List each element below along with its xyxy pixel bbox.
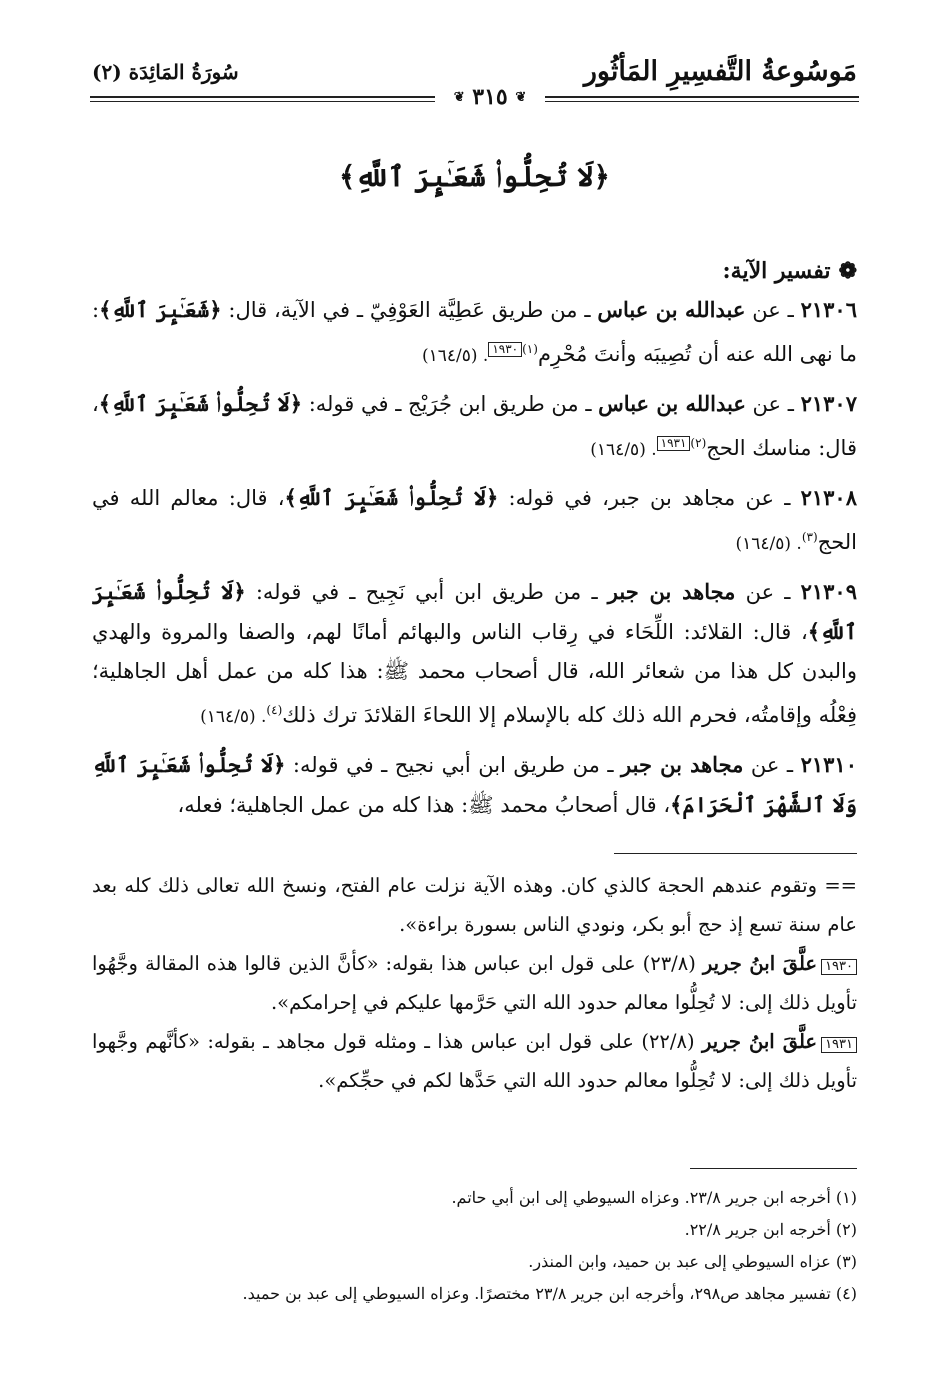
footnote: (١) أخرجه ابن جرير ٢٣/٨. وعزاه السيوطي إلى ابن أبي حاتم. <box>451 1188 857 1207</box>
quran-quote: ﴿شَعَـٰۤىِٕرَ ٱللَّهِ﴾ <box>99 297 222 322</box>
commentary-section <box>92 866 857 1100</box>
flower-ornament-icon: ❁ <box>838 258 857 284</box>
volume-ref: . (١٦٤/٥) <box>590 440 657 460</box>
quran-quote: ﴿لَا تُحِلُّوا۟ شَعَـٰۤىِٕرَ ٱللَّهِ﴾ <box>98 391 303 416</box>
entry-number: ٢١٣٠٧ <box>800 391 857 416</box>
commentary-note: ١٩٣١علَّقَ ابنُ جرير (٢٢/٨) على قول ابن عباس هذا ـ ومثله قول مجاهد ـ بقوله: «كأنَّهم وجَّهوا تأويل ذلك إلى: لا تُحِلُّوا معالم حدود الله التي حَدَّها لكم في حجِّكم». <box>92 1030 857 1092</box>
quran-quote: ﴿لَا تُحِلُّوا۟ شَعَـٰۤىِٕرَ ٱللَّهِ وَلَا ٱلشَّهْرَ ٱلْحَرَامَ﴾ <box>92 752 857 817</box>
page-number: ٣١٥ <box>472 84 508 110</box>
narrator: عبدالله بن عباس <box>598 391 746 416</box>
commentary-lead: علَّقَ ابنُ جرير <box>701 1030 818 1053</box>
narrator: مجاهد بن جبر <box>607 579 736 604</box>
commentary-number: ١٩٣١ <box>821 1037 857 1053</box>
commentary-divider <box>614 853 857 854</box>
commentary-number: ١٩٣٠ <box>821 959 857 975</box>
footnotes <box>92 1182 857 1310</box>
commentary-marker[interactable]: ١٩٣١ <box>657 436 691 451</box>
ornament-icon: ❦ <box>515 90 527 105</box>
footnote: (٤) تفسير مجاهد ص٢٩٨، وأخرجه ابن جرير ٢٣/٨ مختصرًا. وعزاه السيوطي إلى عبد بن حميد. <box>242 1284 857 1303</box>
volume-ref: . (١٦٤/٥) <box>735 534 802 554</box>
hadith-entry: ٢١٣٠٦ ـ عن عبدالله بن عباس ـ من طريق عَطِيَّة العَوْفِيّ ـ في الآية، قال: ﴿شَعَـٰۤىِٕرَ ٱللَّهِ﴾: ما نهى الله عنه أن تُصِيبَه وأنتَ مُحْرِم$^{(١)}$١٩٣٠. (١٦٤/٥) <box>92 297 857 366</box>
ayah-title: ﴿لَا تُحِلُّوا۟ شَعَـٰۤىِٕرَ ٱللَّهِ﴾ <box>339 160 610 193</box>
commentary-lead: علَّقَ ابنُ جرير <box>702 952 818 975</box>
footnote-divider <box>690 1168 857 1169</box>
surah-title: سُورَةُ المَائِدَة (٢) <box>92 60 239 84</box>
commentary-note: ١٩٣٠علَّقَ ابنُ جرير (٢٣/٨) على قول ابن عباس هذا بقوله: «كأنَّ الذين قالوا هذه المقالة وجَّهُوا تأويل ذلك إلى: لا تُحِلُّوا معالم حدود الله التي حَرَّمها عليكم في إحرامكم». <box>92 952 857 1014</box>
commentary-marker[interactable]: ١٩٣٠ <box>488 342 522 357</box>
volume-ref: . (١٦٤/٥) <box>200 707 267 727</box>
footnote-marker[interactable]: (٢) <box>690 436 707 450</box>
footnote: (٢) أخرجه ابن جرير ٢٢/٨. <box>684 1220 857 1239</box>
ornament-icon: ❦ <box>453 90 465 105</box>
footnote: (٣) عزاه السيوطي إلى عبد بن حميد، وابن المنذر. <box>528 1252 857 1271</box>
hadith-entry: ٢١٣٠٩ ـ عن مجاهد بن جبر ـ من طريق ابن أبي نَجِيح ـ في قوله: ﴿لَا تُحِلُّوا۟ شَعَـٰۤىِٕرَ ٱللَّهِ﴾، قال: القلائد: اللِّحَاء في رِقاب الناس والبهائم أمانًا لهم، والصفا والمروة والهدي والبدن كل هذا من شعائر الله، قال أصحاب محمد ﷺ: هذا كله من عمل أهل الجاهلية؛ فِعْلُه وإقامتُه، فحرم الله ذلك كله بالإسلام إلا اللحاءَ القلائدَ ترك ذلك$^{(٤)}$. (١٦٤/٥) <box>92 579 857 727</box>
entry-number: ٢١٣٠٨ <box>800 485 857 510</box>
hadith-entry: ٢١٣١٠ ـ عن مجاهد بن جبر ـ من طريق ابن أبي نجيح ـ في قوله: ﴿لَا تُحِلُّوا۟ شَعَـٰۤىِٕرَ ٱللَّهِ وَلَا ٱلشَّهْرَ ٱلْحَرَامَ﴾، قال أصحابُ محمد ﷺ: هذا كله من عمل الجاهلية؛ فعله، <box>92 752 857 817</box>
entry-number: ٢١٣٠٩ <box>800 579 857 604</box>
hadith-entry: ٢١٣٠٧ ـ عن عبدالله بن عباس ـ من طريق ابن جُرَيْج ـ في قوله: ﴿لَا تُحِلُّوا۟ شَعَـٰۤىِٕرَ ٱللَّهِ﴾، قال: مناسك الحج$^{(٢)}$١٩٣١. (١٦٤/٥) <box>92 391 857 460</box>
footnote-marker[interactable]: (٤) <box>266 703 283 717</box>
entry-number: ٢١٣٠٦ <box>800 297 857 322</box>
footnote-marker[interactable]: (٣) <box>801 530 818 544</box>
narrator: مجاهد بن جبر <box>621 752 744 777</box>
hadith-entry: ٢١٣٠٨ ـ عن مجاهد بن جبر، في قوله: ﴿لَا تُحِلُّوا۟ شَعَـٰۤىِٕرَ ٱللَّهِ﴾، قال: معالم الله في الحج$^{(٣)}$. (١٦٤/٥) <box>92 485 857 554</box>
book-title: مَوسُوعةُ التَّفسِيرِ المَأثُور <box>583 56 857 87</box>
volume-ref: . (١٦٤/٥) <box>421 346 489 366</box>
section-heading: ❁تفسير الآية: <box>92 254 857 288</box>
entry-number: ٢١٣١٠ <box>800 752 857 777</box>
narrator: عبدالله بن عباس <box>597 297 746 322</box>
quran-quote: ﴿لَا تُحِلُّوا۟ شَعَـٰۤىِٕرَ ٱللَّهِ﴾ <box>284 485 499 510</box>
footnote-marker[interactable]: (١) <box>522 342 538 356</box>
quran-quote: ﴿لَا تُحِلُّوا۟ شَعَـٰۤىِٕرَ ٱللَّهِ﴾ <box>92 579 857 644</box>
page-number-box <box>435 82 545 112</box>
main-text <box>92 254 857 833</box>
commentary-continuation: == وتقوم عندهم الحجة كالذي كان. وهذه الآية نزلت عام الفتح، ونسخ الله تعالى ذلك كله بعد عام سنة تسع إذ حج أبو بكر، ونودي الناس بسورة براءة». <box>92 874 857 936</box>
